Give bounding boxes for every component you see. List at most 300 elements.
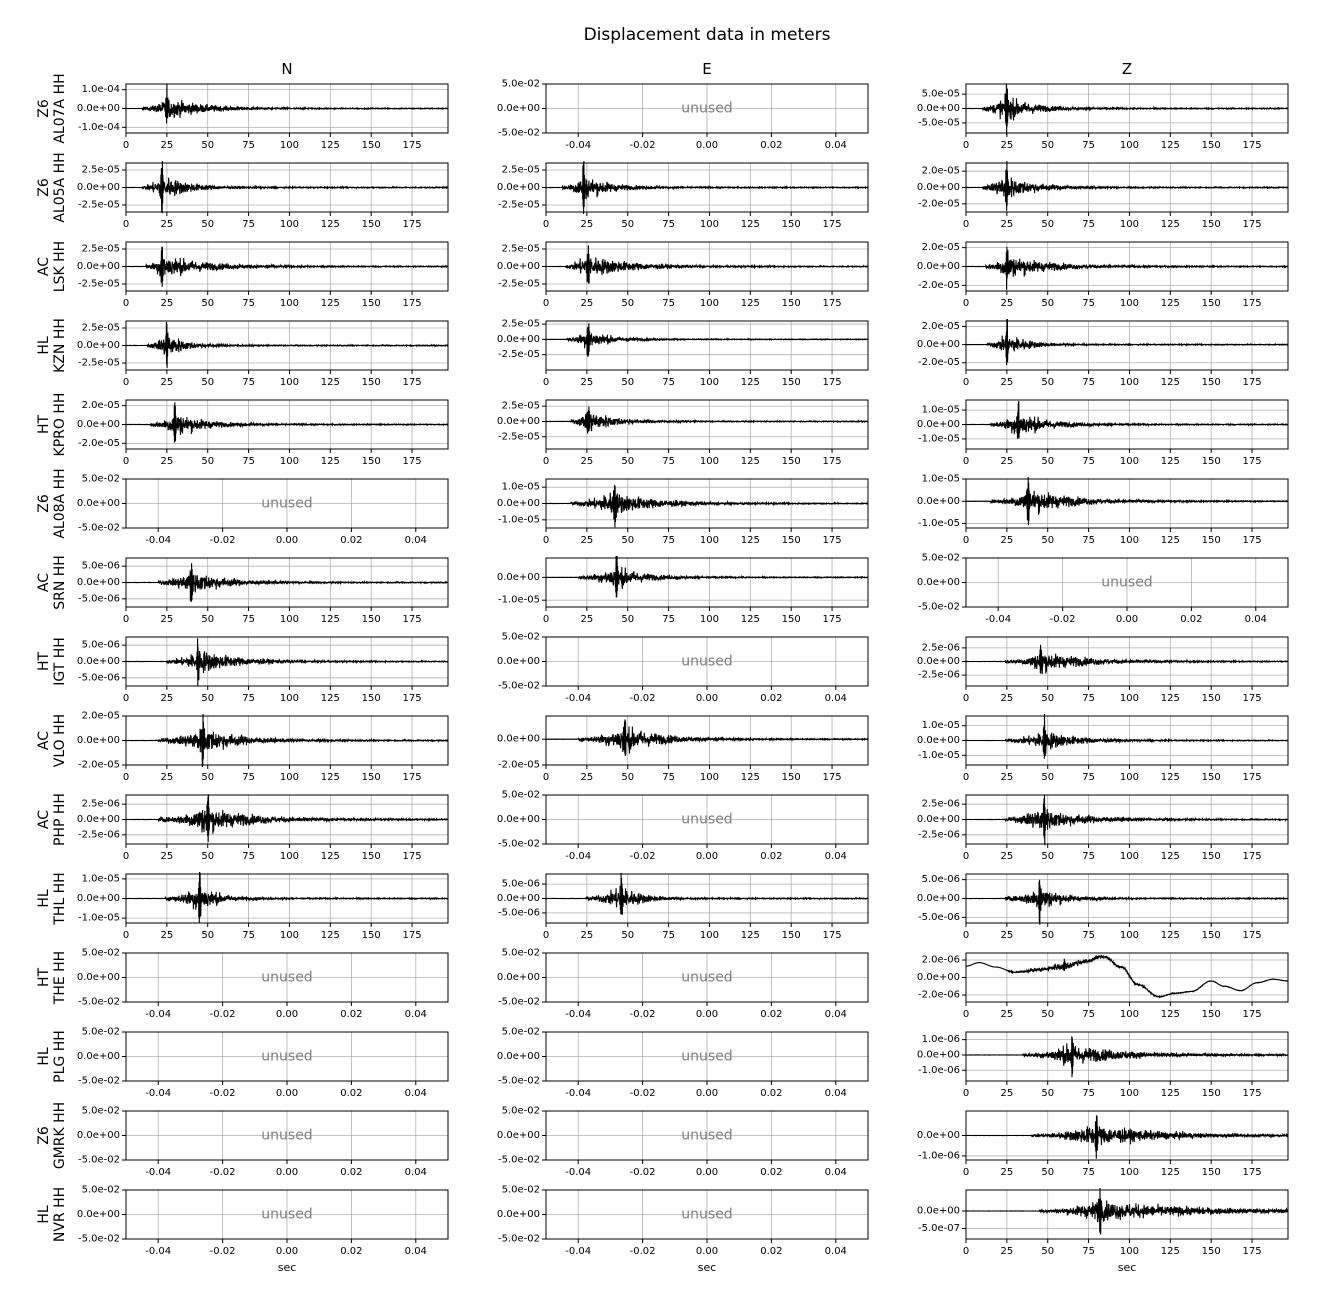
x-tick-label: -0.04 [565,1088,592,1099]
waveform-trace [546,485,868,527]
x-tick-label: 0 [962,298,970,309]
station-label-line: Z6 [36,99,52,118]
x-tick-label: 100 [1119,1246,1139,1257]
x-tick-label: -0.02 [629,140,656,151]
x-tick-label: 75 [662,772,675,783]
x-tick-label: 100 [699,930,719,941]
x-tick-label: 100 [1119,535,1139,546]
x-tick-label: 0 [962,772,970,783]
x-tick-label: 125 [1160,377,1180,388]
x-tick-label: 75 [1082,1088,1095,1099]
x-tick-label: -0.04 [565,1167,592,1178]
x-tick-label: 50 [201,693,215,704]
y-tick-label: -2.5e-06 [918,829,960,841]
unused-label: unused [681,1127,733,1144]
y-tick-label: 2.5e-05 [501,400,540,412]
panel-z-4 [917,400,1288,467]
x-tick-label: 75 [242,456,255,467]
waveform-trace [966,401,1288,439]
x-tick-label: 0.04 [824,1246,847,1257]
x-tick-label: -0.02 [629,1088,656,1099]
x-tick-label: 0 [542,772,550,783]
x-tick-label: 175 [1242,772,1262,783]
x-tick-label: 50 [1041,377,1055,388]
y-tick-label: 0.0e+00 [496,893,540,904]
x-tick-label: 0.04 [824,693,847,704]
x-tick-label: -0.02 [629,1246,656,1257]
x-tick-label: 100 [1119,456,1139,467]
y-tick-label: -2.0e-05 [78,759,120,771]
x-tick-label: -0.04 [565,693,592,704]
unused-label: unused [681,811,733,828]
x-tick-label: 150 [781,772,801,783]
x-tick-label: 100 [279,298,299,309]
y-tick-label: -1.0e-05 [918,518,960,530]
x-tick-label: 75 [1082,377,1095,388]
x-tick-label: 50 [201,140,215,151]
x-tick-label: 0 [122,930,130,941]
x-tick-label: 175 [1242,693,1262,704]
x-tick-label: 100 [279,140,299,151]
x-tick-label: 25 [1000,298,1014,309]
station-label-line: AC [36,572,52,593]
x-tick-label: 25 [1000,772,1014,783]
y-tick-label: -5.0e-02 [498,1075,540,1087]
waveform-trace [126,402,448,442]
x-tick-label: 25 [160,930,174,941]
x-tick-label: 0.00 [695,1167,719,1178]
x-tick-label: 175 [1242,1009,1262,1020]
x-tick-label: 25 [580,456,594,467]
x-tick-label: 125 [1160,140,1180,151]
x-tick-label: 0 [122,377,130,388]
x-tick-label: 75 [242,930,255,941]
panel-n-12 [77,1027,448,1100]
station-label-1 [36,152,68,222]
figure-title: Displacement data in meters [583,25,831,45]
y-tick-label: 0.0e+00 [76,1130,120,1141]
station-label-line: AL05A HH [52,152,68,223]
x-tick-label: 75 [1082,140,1095,151]
x-tick-label: 150 [361,377,381,388]
y-tick-label: 0.0e+00 [496,814,540,825]
x-tick-label: 0.04 [824,851,847,862]
x-tick-label: -0.04 [985,614,1012,625]
x-tick-label: 75 [242,298,255,309]
x-tick-label: -0.04 [565,1246,592,1257]
y-tick-label: 1.0e-05 [921,473,960,485]
x-tick-label: 0 [962,1009,970,1020]
x-axis-label: sec [1117,1261,1137,1274]
x-tick-label: 150 [781,930,801,941]
y-tick-label: -5.0e-02 [498,1154,540,1166]
station-label-line: PHP HH [52,793,68,846]
x-tick-label: 25 [160,140,174,151]
x-tick-label: 50 [621,456,635,467]
y-tick-label: 5.0e-02 [81,1026,120,1038]
x-tick-label: 25 [580,930,594,941]
y-tick-label: 2.5e-05 [81,243,120,255]
x-tick-label: 150 [1201,930,1221,941]
y-tick-label: -2.0e-05 [918,198,960,210]
x-tick-label: 0 [962,1088,970,1099]
x-tick-label: 150 [361,140,381,151]
x-tick-label: 0.02 [760,1246,783,1257]
x-tick-label: 25 [1000,851,1014,862]
x-tick-label: 125 [320,772,340,783]
y-tick-label: 0.0e+00 [76,814,120,825]
x-tick-label: 0 [542,219,550,230]
waveform-trace [546,245,868,283]
x-tick-label: 0.02 [760,1088,783,1099]
x-tick-label: 100 [1119,851,1139,862]
waveform-trace [966,955,1288,997]
x-tick-label: 125 [740,614,760,625]
waveform-trace [546,556,868,598]
x-tick-label: 175 [402,772,422,783]
x-tick-label: 125 [740,930,760,941]
x-tick-label: 125 [1160,930,1180,941]
y-tick-label: -5.0e-02 [918,601,960,613]
x-tick-label: 0.00 [695,140,719,151]
x-tick-label: 50 [621,219,635,230]
x-tick-label: 175 [1242,1167,1262,1178]
x-tick-label: -0.02 [1049,614,1076,625]
x-tick-label: 0.02 [1180,614,1203,625]
y-tick-label: 0.0e+00 [76,340,120,351]
station-label-line: THE HH [52,950,68,1005]
panel-n-2 [77,242,448,309]
x-tick-label: 150 [781,614,801,625]
y-tick-label: 0.0e+00 [916,339,960,351]
x-tick-label: 0.02 [340,1246,363,1257]
x-tick-label: 175 [1242,377,1262,388]
y-tick-label: -1.0e-05 [498,594,540,606]
waveform-trace [126,563,448,602]
panel-z-0 [917,84,1288,151]
station-label-line: AC [36,730,52,751]
x-tick-label: 75 [662,614,675,625]
station-label-line: Z6 [36,494,52,513]
panel-n-8 [77,711,448,784]
waveform-trace [966,645,1288,674]
x-tick-label: 50 [1041,1167,1055,1178]
x-tick-label: 100 [1119,1167,1139,1178]
x-tick-label: 50 [201,930,215,941]
x-tick-label: 0 [542,535,550,546]
x-tick-label: 25 [160,693,174,704]
x-tick-label: 0.04 [1244,614,1267,625]
y-tick-label: 0.0e+00 [496,972,540,983]
station-label-line: AC [36,256,52,277]
x-tick-label: 100 [1119,1088,1139,1099]
y-tick-label: 0.0e+00 [916,656,960,667]
y-tick-label: 5.0e-02 [81,473,120,485]
x-tick-label: 25 [580,377,594,388]
x-tick-label: 50 [1041,772,1055,783]
x-tick-label: 75 [1082,693,1095,704]
x-tick-label: -0.04 [145,1088,172,1099]
x-tick-label: 175 [1242,456,1262,467]
y-tick-label: -2.5e-05 [498,349,540,361]
x-tick-label: 0 [962,693,970,704]
y-tick-label: 0.0e+00 [916,814,960,825]
panel-e-8 [497,716,868,783]
x-tick-label: 125 [1160,298,1180,309]
x-tick-label: 0.04 [824,1088,847,1099]
y-tick-label: 0.0e+00 [76,419,120,430]
station-label-line: HT [36,414,52,435]
x-tick-label: 100 [699,772,719,783]
y-tick-label: 0.0e+00 [916,419,960,430]
unused-label: unused [261,495,313,512]
x-tick-label: -0.02 [209,1246,236,1257]
x-tick-label: 0.00 [1115,614,1139,625]
y-tick-label: 0.0e+00 [76,498,120,509]
x-tick-label: 0.00 [695,851,719,862]
x-tick-label: 125 [1160,851,1180,862]
station-label-line: VLO HH [52,713,68,768]
station-label-line: HT [36,967,52,988]
waveform-trace [966,477,1288,525]
y-tick-label: -2.0e-05 [918,357,960,369]
y-tick-label: 0.0e+00 [76,261,120,272]
x-tick-label: 175 [402,614,422,625]
x-tick-label: 0 [542,298,550,309]
x-tick-label: 125 [740,772,760,783]
x-tick-label: 150 [1201,1246,1221,1257]
x-tick-label: 150 [1201,456,1221,467]
x-tick-label: 75 [242,772,255,783]
waveform-trace [126,247,448,287]
y-tick-label: 1.0e-05 [81,873,120,885]
unused-label: unused [261,1048,313,1065]
x-tick-label: 100 [1119,772,1139,783]
x-tick-label: 75 [1082,772,1095,783]
y-tick-label: -5.0e-02 [498,1233,540,1245]
y-tick-label: 0.0e+00 [916,893,960,904]
panel-z-13 [917,1111,1288,1178]
station-label-4 [36,393,68,457]
x-tick-label: 125 [1160,693,1180,704]
x-tick-label: 175 [1242,535,1262,546]
x-tick-label: 75 [1082,851,1095,862]
y-tick-label: 0.0e+00 [496,103,540,114]
x-tick-label: 0 [962,140,970,151]
y-tick-label: -2.0e-06 [918,989,960,1001]
x-tick-label: 25 [1000,930,1014,941]
y-tick-label: 0.0e+00 [76,1051,120,1062]
x-tick-label: 100 [279,614,299,625]
x-tick-label: 0 [122,772,130,783]
x-tick-label: 50 [1041,930,1055,941]
panel-e-7 [497,632,868,705]
x-tick-label: 175 [402,456,422,467]
x-tick-label: 75 [242,377,255,388]
x-tick-label: 175 [1242,930,1262,941]
station-label-line: GMRK HH [52,1101,68,1170]
x-tick-label: 125 [1160,1088,1180,1099]
x-tick-label: 50 [621,930,635,941]
panel-frame [966,1190,1288,1239]
x-tick-label: 0.04 [404,1009,427,1020]
y-tick-label: -2.0e-05 [918,279,960,291]
y-tick-label: 2.5e-05 [501,164,540,176]
y-tick-label: 2.0e-05 [81,710,120,722]
x-tick-label: 50 [201,614,215,625]
y-tick-label: 0.0e+00 [916,103,960,114]
x-tick-label: 50 [1041,535,1055,546]
x-tick-label: 75 [662,219,675,230]
x-tick-label: -0.04 [565,1009,592,1020]
panel-n-1 [77,161,448,230]
x-tick-label: 175 [822,377,842,388]
y-tick-label: 0.0e+00 [496,571,540,583]
y-tick-label: -1.0e-05 [498,514,540,526]
x-tick-label: 25 [1000,377,1014,388]
x-tick-label: 150 [1201,535,1221,546]
station-label-line: HL [36,1047,52,1066]
panel-n-7 [77,637,448,704]
x-tick-label: 25 [580,535,594,546]
x-tick-label: 25 [1000,456,1014,467]
y-tick-label: 0.0e+00 [496,182,540,193]
waveform-trace [966,84,1288,135]
x-tick-label: 150 [361,614,381,625]
y-tick-label: -1.0e-06 [918,1150,960,1162]
x-tick-label: -0.02 [209,1088,236,1099]
station-label-6 [36,555,68,610]
y-tick-label: -5.0e-02 [498,680,540,692]
unused-label: unused [681,653,733,670]
y-tick-label: -5.0e-02 [78,1075,120,1087]
x-tick-label: 125 [320,693,340,704]
x-tick-label: 0 [962,535,970,546]
station-label-line: KPRO HH [52,392,68,457]
y-tick-label: 0.0e+00 [76,656,120,667]
y-tick-label: -5.0e-02 [498,127,540,139]
y-tick-label: -2.5e-06 [78,829,120,841]
x-tick-label: 150 [1201,219,1221,230]
panel-n-6 [77,558,448,625]
x-tick-label: 75 [662,377,675,388]
x-tick-label: 150 [1201,1167,1221,1178]
unused-label: unused [681,1206,733,1223]
x-tick-label: 0.04 [404,1088,427,1099]
x-tick-label: 0.02 [340,535,363,546]
x-tick-label: 75 [242,614,255,625]
waveform-trace [126,322,448,368]
x-tick-label: 0.00 [275,535,299,546]
x-tick-label: 175 [1242,140,1262,151]
waveform-trace [546,323,868,357]
unused-label: unused [681,1048,733,1065]
x-tick-label: 150 [1201,140,1221,151]
x-tick-label: 25 [160,614,174,625]
y-tick-label: 1.0e-04 [81,84,120,96]
x-tick-label: 0 [542,614,550,625]
x-tick-label: 0.00 [695,1009,719,1020]
panel-n-13 [77,1106,448,1179]
x-tick-label: 50 [201,219,215,230]
x-tick-label: 0 [122,219,130,230]
x-tick-label: 0 [542,930,550,941]
x-tick-label: 100 [279,693,299,704]
station-label-3 [36,318,68,373]
y-tick-label: -2.5e-05 [498,199,540,211]
y-tick-label: 0.0e+00 [916,1130,960,1141]
y-tick-label: -5.0e-06 [918,911,960,923]
panel-z-5 [917,474,1288,547]
x-tick-label: 175 [402,219,422,230]
waveform-trace [966,880,1288,925]
y-tick-label: 0.0e+00 [76,1209,120,1220]
x-tick-label: 0 [962,1246,970,1257]
x-tick-label: 50 [621,377,635,388]
x-tick-label: 50 [201,377,215,388]
x-tick-label: 100 [279,930,299,941]
y-tick-label: 5.0e-02 [501,947,540,959]
x-tick-label: 125 [1160,1246,1180,1257]
panel-n-3 [77,321,448,388]
x-tick-label: 0 [962,219,970,230]
panel-z-14 [917,1188,1288,1274]
y-tick-label: 5.0e-02 [501,1026,540,1038]
y-tick-label: -1.0e-05 [918,749,960,761]
x-tick-label: 0 [962,377,970,388]
y-tick-label: 0.0e+00 [496,656,540,667]
x-tick-label: 150 [361,298,381,309]
y-tick-label: 5.0e-05 [921,88,960,100]
x-tick-label: 75 [1082,456,1095,467]
x-tick-label: 125 [320,614,340,625]
y-tick-label: 0.0e+00 [916,182,960,193]
y-tick-label: -5.0e-05 [918,117,960,129]
y-tick-label: 5.0e-02 [501,1105,540,1117]
panel-e-11 [497,948,868,1021]
y-tick-label: 0.0e+00 [496,415,540,427]
column-header-n: N [281,60,293,78]
x-tick-label: 50 [1041,693,1055,704]
x-tick-label: 100 [1119,1009,1139,1020]
x-tick-label: 75 [242,219,255,230]
y-tick-label: -5.0e-02 [78,1154,120,1166]
x-tick-label: 0.04 [404,1246,427,1257]
y-tick-label: -2.5e-05 [498,431,540,443]
panel-n-10 [77,872,448,941]
unused-label: unused [1101,574,1153,591]
y-tick-label: 0.0e+00 [916,495,960,507]
station-label-line: Z6 [36,178,52,197]
panel-z-7 [917,637,1288,704]
y-tick-label: -2.5e-05 [78,278,120,290]
x-tick-label: 150 [781,456,801,467]
x-tick-label: 125 [320,140,340,151]
waveform-trace [966,247,1288,290]
x-tick-label: 100 [279,377,299,388]
y-tick-label: 1.0e-05 [501,481,540,493]
x-tick-label: 0 [962,851,970,862]
x-tick-label: 0 [962,456,970,467]
waveform-trace [546,873,868,915]
panel-z-2 [917,242,1288,309]
y-tick-label: 2.0e-05 [921,165,960,177]
y-tick-label: 0.0e+00 [916,1205,960,1217]
y-tick-label: -5.0e-02 [498,838,540,850]
panel-z-11 [917,953,1288,1020]
x-tick-label: 0.00 [275,1246,299,1257]
panel-e-5 [497,479,868,546]
